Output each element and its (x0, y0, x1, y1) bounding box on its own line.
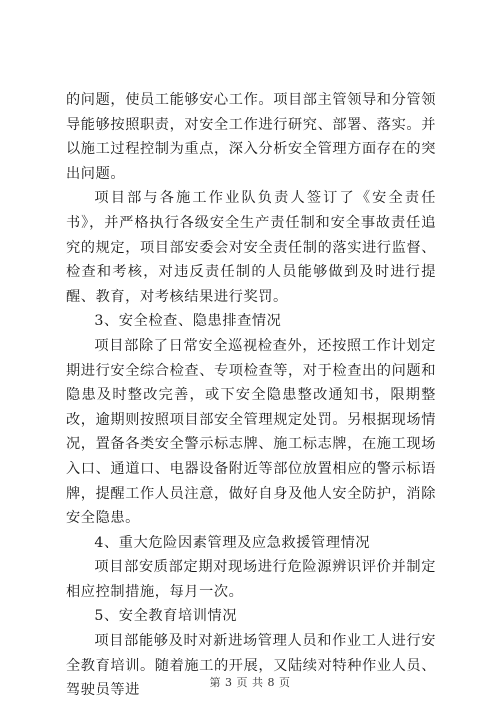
paragraph-continuation: 的问题，使员工能够安心工作。项目部主管领导和分管领导能够按照职责，对安全工作进行研究、部署、落实。并以施工过程控制为重点，深入分析安全管理方面存在的突出问题。 (66, 92, 436, 182)
section-heading-4: 4、重大危险因素管理及应急救援管理情况 (94, 534, 371, 551)
section-heading-3: 3、安全检查、隐患排查情况 (94, 313, 282, 330)
paragraph-inspection: 项目部除了日常安全巡视检查外，还按照工作计划定期进行安全综合检查、专项检查等，对于检查出的问题和隐患及时整改完善，或下安全隐患整改通知书，限期整改，逾期则按照项目部安全管理规定处罚。另根据现场情况，置备各类安全警示标志牌、施工标志牌，在施工现场入口、通道口、电器设备附近等部位放置相应的警示标语牌，提醒工作人员注意，做好自身及他人安全防护，消除安全隐患。 (66, 337, 436, 527)
paragraph-training: 项目部能够及时对新进场管理人员和作业工人进行安全教育培训。随着施工的开展，又陆续对特种作业人员、驾驶员等进 (66, 633, 436, 699)
paragraph-hazard: 项目部安质部定期对现场进行危险源辨识评价并制定相应控制措施，每月一次。 (66, 559, 436, 600)
paragraph-responsibility: 项目部与各施工作业队负责人签订了《安全责任书》，并严格执行各级安全生产责任制和安全事故责任追究的规定，项目部安委会对安全责任制的落实进行监督、检查和考核，对违反责任制的人员能够做到及时进行提醒、教育，对考核结果进行奖罚。 (66, 190, 436, 305)
document-body (66, 88, 436, 703)
page-number-footer: 第 3 页 共 8 页 (209, 676, 291, 689)
section-heading-5: 5、安全教育培训情况 (94, 608, 238, 625)
